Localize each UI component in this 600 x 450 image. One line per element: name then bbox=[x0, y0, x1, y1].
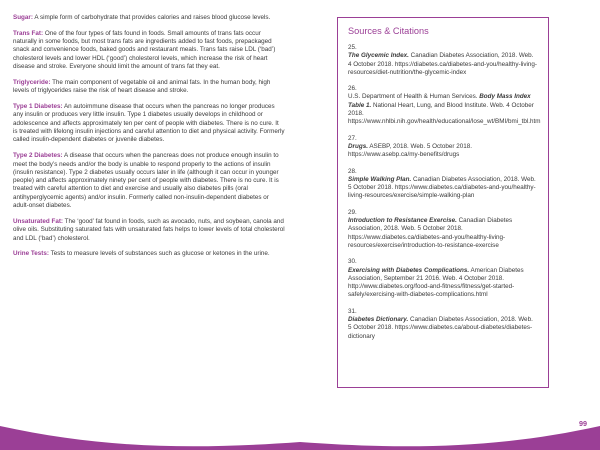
citation-27 bbox=[348, 135, 538, 160]
citation-number: 28. bbox=[348, 167, 357, 175]
sources-heading: Sources & Citations bbox=[348, 26, 429, 36]
glossary-definition: The ‘good’ fat found in foods, such as avocado, nuts, and soybean, canola and olive oils. Substituting saturated fats with unsaturated fats helps to lower levels of total cholesterol and LDL (‘bad’) cholesterol. bbox=[13, 217, 285, 242]
glossary-column bbox=[13, 14, 285, 266]
glossary-entry-sugar bbox=[13, 14, 285, 22]
glossary-term: Urine Tests: bbox=[13, 250, 49, 258]
citation-title: Diabetes Dictionary. bbox=[348, 316, 409, 324]
citation-30 bbox=[348, 258, 538, 299]
glossary-entry-trans-fat bbox=[13, 30, 285, 71]
citation-text: Canadian Diabetes Association, 2018. Web. 4 October 2018. https://diabetes.ca/diabetes-and-you/healthy-living-resources/diet-nutrition/the-glycemic-index bbox=[348, 52, 538, 76]
footer-wave-shape bbox=[0, 426, 600, 450]
citation-text: Canadian Diabetes Association, 2018. Web. 5 October 2018. https://www.diabetes.ca/diabetes-and-you/healthy-living-resources/exercise/simple-walking-plan bbox=[348, 175, 536, 200]
citation-text: National Heart, Lung, and Blood Institute. Web. 4 October 2018. https://www.nhlbi.nih.gov/health/educational/lose_wt/BMI/bmi_tbl.htm bbox=[348, 101, 541, 126]
citation-29 bbox=[348, 209, 538, 250]
citation-title: Body Mass Index Table 1. bbox=[348, 93, 531, 109]
glossary-term: Type 1 Diabetes: bbox=[13, 103, 63, 111]
citation-26 bbox=[348, 85, 541, 126]
citation-title: Drugs. bbox=[348, 142, 368, 150]
citation-author: U.S. Department of Health & Human Services. bbox=[348, 93, 480, 101]
citation-number: 27. bbox=[348, 134, 357, 142]
glossary-definition: A simple form of carbohydrate that provides calories and raises blood glucose levels. bbox=[32, 14, 271, 21]
footer-band bbox=[0, 420, 600, 450]
glossary-definition: An autoimmune disease that occurs when the pancreas no longer produces any insulin or produces very little insulin. Type 1 diabetes usually develops in childhood or adolescence and affects approximately ten per cent of people with diabetes. There is no cure. It is treated with lifelong insulin injections and careful attention to diet and physical activity. Formerly called insulin-dependent diabetes or juvenile diabetes. bbox=[13, 103, 285, 144]
citation-title: The Glycemic Index. bbox=[348, 52, 409, 60]
citation-title: Simple Walking Plan. bbox=[348, 175, 412, 183]
sources-box bbox=[337, 17, 549, 388]
citation-title: Exercising with Diabetes Complications. bbox=[348, 266, 470, 274]
glossary-term: Unsaturated Fat: bbox=[13, 217, 64, 225]
glossary-definition: Tests to measure levels of substances such as glucose or ketones in the urine. bbox=[48, 250, 270, 258]
glossary-definition: The main component of vegetable oil and animal fats. In the human body, high levels of triglycerides raise the risk of heart disease and stroke. bbox=[13, 78, 271, 95]
glossary-entry-unsaturated-fat bbox=[13, 218, 285, 243]
citation-number: 31. bbox=[348, 307, 357, 315]
citation-text: ASEBP, 2018. Web. 5 October 2018. https://www.asebp.ca/my-benefits/drugs bbox=[348, 142, 473, 159]
glossary-definition: One of the four types of fats found in foods. Small amounts of trans fats occur naturally in some foods, but most trans fats are ingredients added to fast foods, prepackaged snack and convenience foods, baked goods and restaurant meals. Trans fats raise LDL (‘bad’) cholesterol levels and lower HDL (‘good’) cholesterol levels, which increase the risk of heart disease and stroke. Everyone should limit the amount of trans fat they eat. bbox=[13, 29, 276, 71]
citation-number: 29. bbox=[348, 208, 357, 216]
citation-text: Canadian Diabetes Association, 2018. Web. 5 October 2018. https://www.diabetes.ca/about-diabetes/diabetes-dictionary bbox=[348, 316, 533, 340]
glossary-term: Triglyceride: bbox=[13, 78, 51, 86]
glossary-entry-urine-tests bbox=[13, 250, 285, 258]
citation-25 bbox=[348, 44, 538, 77]
glossary-entry-type-2-diabetes bbox=[13, 152, 285, 210]
citation-28 bbox=[348, 168, 538, 201]
right-page-number: 99 bbox=[579, 419, 587, 428]
citation-text: American Diabetes Association, September 21 2016. Web. 4 October 2018. http://www.diabetes.org/food-and-fitness/fitness/get-started-safely/exercising-with-diabetes-complications.html bbox=[348, 266, 524, 299]
citation-number: 26. bbox=[348, 85, 357, 93]
glossary-term: Type 2 Diabetes: bbox=[13, 152, 63, 160]
glossary-term: Sugar: bbox=[13, 14, 33, 21]
glossary-entry-type-1-diabetes bbox=[13, 103, 285, 144]
glossary-term: Trans Fat: bbox=[13, 29, 44, 37]
citation-number: 30. bbox=[348, 258, 357, 266]
citation-title: Introduction to Resistance Exercise. bbox=[348, 217, 457, 225]
glossary-entry-triglyceride bbox=[13, 79, 285, 96]
citation-number: 25. bbox=[348, 44, 357, 51]
glossary-definition: A disease that occurs when the pancreas does not produce enough insulin to meet the body’s needs and/or the body is unable to respond properly to the actions of insulin (insulin resistance). Type 2 diabetes usually occurs later in life (although it can occur in younger people) and affects approximately ninety per cent of people with diabetes. There is no cure. It is treated with careful attention to diet and exercise and usually also diabetes pills (oral antihyperglycemic agents) and/or insulin. Formerly called non-insulin-dependent diabetes or adult-onset diabetes. bbox=[13, 152, 279, 210]
citation-31 bbox=[348, 308, 538, 341]
citation-text: Canadian Diabetes Association, 2018. Web. 5 October 2018. https://www.diabetes.ca/diabetes-and-you/healthy-living-resources/exercise/introduction-to-resistance-exercise bbox=[348, 217, 513, 249]
left-page-number: 98 bbox=[11, 419, 19, 428]
